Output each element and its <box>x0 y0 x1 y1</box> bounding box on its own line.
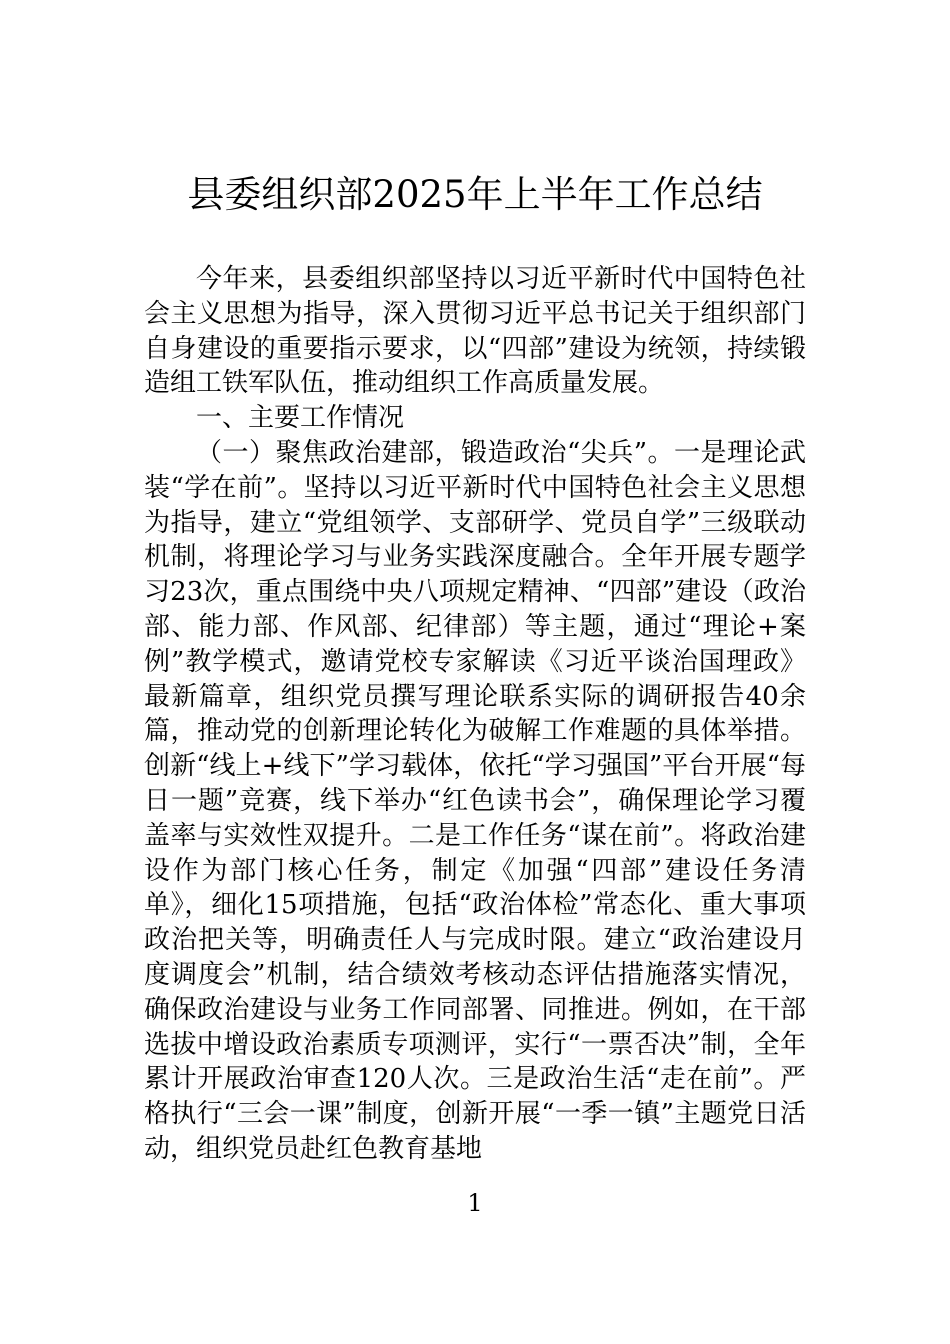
body-paragraph: （一）聚焦政治建部，锻造政治“尖兵”。一是理论武装“学在前”。坚持以习近平新时代中国特色社会主义思想为指导，建立“党组领学、支部研学、党员自学”三级联动机制，将理论学习与业务实践深度融合。全年开展专题学习23次，重点围绕中央八项规定精神、“四部”建设（政治部、能力部、作风部、纪律部）等主题，通过“理论+案例”教学模式，邀请党校专家解读《习近平谈治国理政》最新篇章，组织党员撰写理论联系实际的调研报告40余篇，推动党的创新理论转化为破解工作难题的具体举措。创新“线上+线下”学习载体，依托“学习强国”平台开展“每日一题”竞赛，线下举办“红色读书会”，确保理论学习覆盖率与实效性双提升。二是工作任务“谋在前”。将政治建设作为部门核心任务，制定《加强“四部”建设任务清单》，细化15项措施，包括“政治体检”常态化、重大事项政治把关等，明确责任人与完成时限。建立“政治建设月度调度会”机制，结合绩效考核动态评估措施落实情况，确保政治建设与业务工作同部署、同推进。例如，在干部选拔中增设政治素质专项测评，实行“一票否决”制，全年累计开展政治审查120人次。三是政治生活“走在前”。严格执行“三会一课”制度，创新开展“一季一镇”主题党日活动，组织党员赴红色教育基地 <box>144 437 806 1164</box>
document-title: 县委组织部2025年上半年工作总结 <box>187 173 763 216</box>
page-number: 1 <box>467 1189 483 1217</box>
document-body <box>144 262 806 1167</box>
intro-paragraph: 今年来，县委组织部坚持以习近平新时代中国特色社会主义思想为指导，深入贯彻习近平总书记关于组织部门自身建设的重要指示要求，以“四部”建设为统领，持续锻造组工铁军队伍，推动组织工作高质量发展。 <box>144 264 806 399</box>
section-heading: 一、主要工作情况 <box>196 403 405 434</box>
